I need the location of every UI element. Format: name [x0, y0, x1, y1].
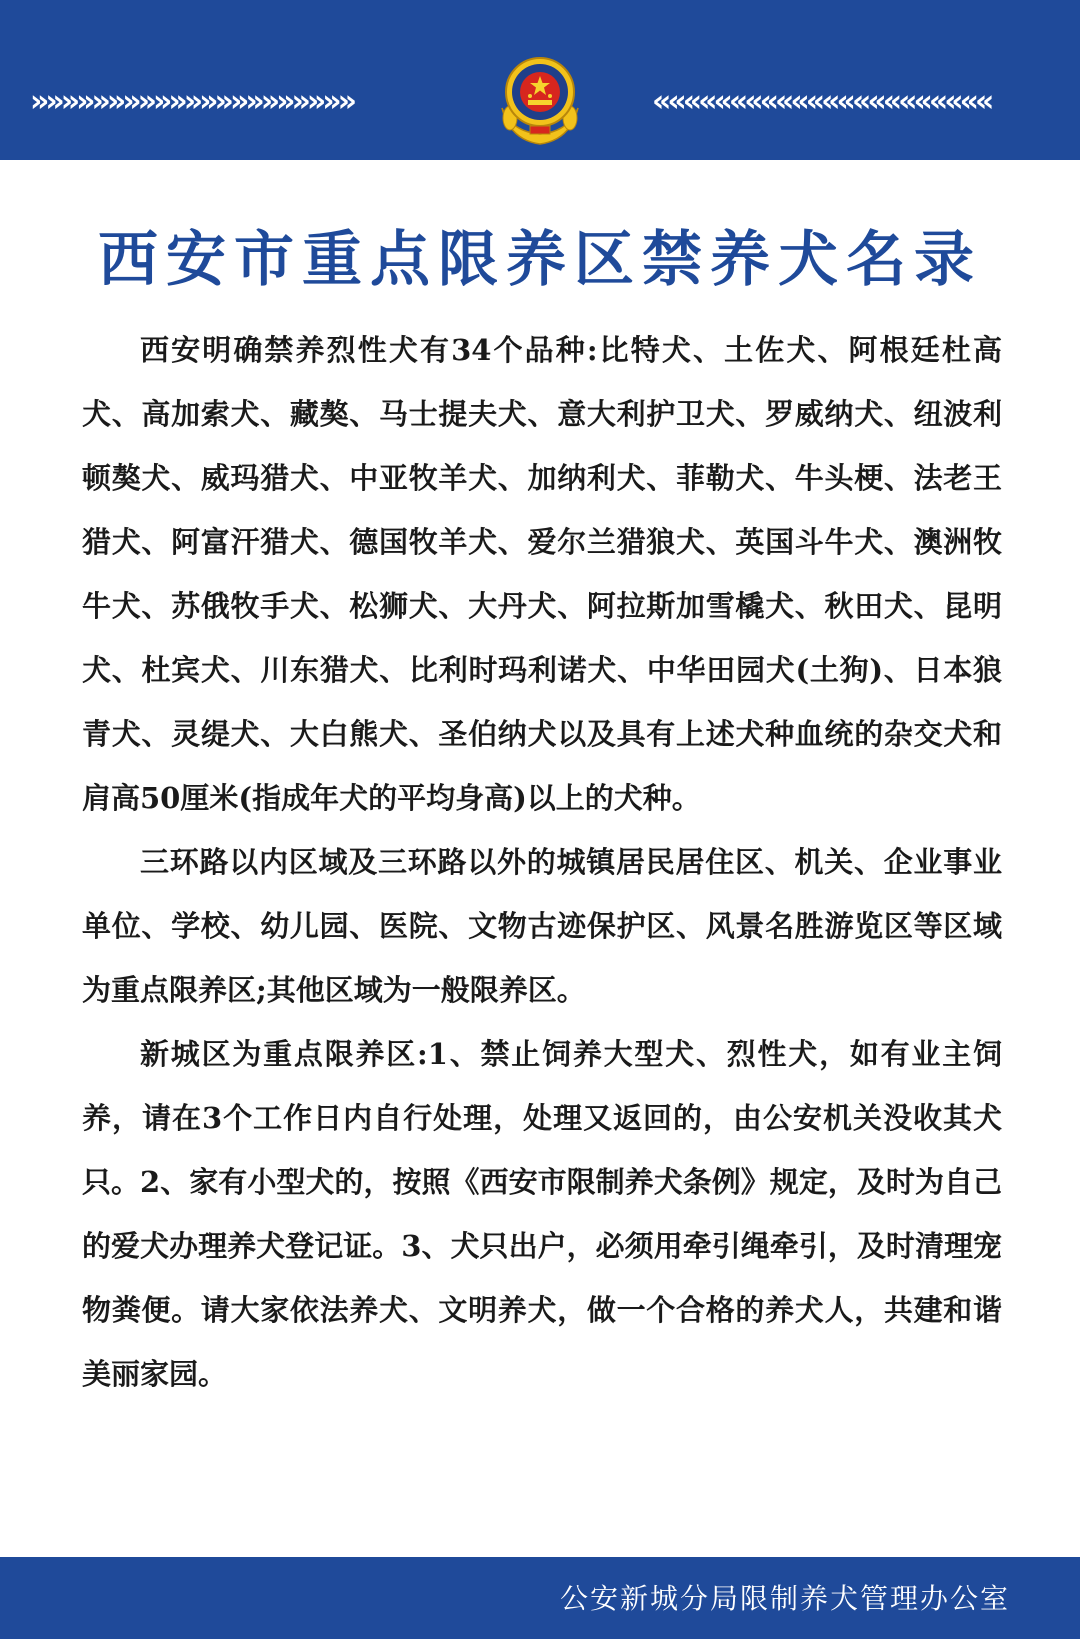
police-emblem-icon — [490, 48, 590, 148]
header-band — [0, 0, 1080, 160]
paragraph-restricted-zones: 三环路以内区域及三环路以外的城镇居民居住区、机关、企业事业单位、学校、幼儿园、医院、文物古迹保护区、风景名胜游览区等区域为重点限养区;其他区域为一般限养区。 — [82, 845, 1002, 1007]
page-title: 西安市重点限养区禁养犬名录 — [98, 225, 982, 295]
paragraph-xincheng-rules: 新城区为重点限养区:1、禁止饲养大型犬、烈性犬，如有业主饲养，请在3个工作日内自行处理，处理又返回的，由公安机关没收其犬只。2、家有小型犬的，按照《西安市限制养犬条例》规定，及时为自己的爱犬办理养犬登记证。3、犬只出户，必须用牵引绳牵引，及时清理宠物粪便。请大家依法养犬、文明养犬，做一个合格的养犬人，共建和谐美丽家园。 — [82, 1037, 1002, 1391]
notice-body — [82, 318, 1002, 1406]
right-arrows-decoration: «««««««««««««««««««««« — [652, 84, 991, 119]
left-arrows-decoration: »»»»»»»»»»»»»»»»»»»»» — [30, 84, 353, 119]
paragraph-banned-breeds: 西安明确禁养烈性犬有34个品种:比特犬、土佐犬、阿根廷杜高犬、高加索犬、藏獒、马士提夫犬、意大利护卫犬、罗威纳犬、纽波利顿獒犬、威玛猎犬、中亚牧羊犬、加纳利犬、菲勒犬、牛头梗、法老王猎犬、阿富汗猎犬、德国牧羊犬、爱尔兰猎狼犬、英国斗牛犬、澳洲牧牛犬、苏俄牧手犬、松狮犬、大丹犬、阿拉斯加雪橇犬、秋田犬、昆明犬、杜宾犬、川东猎犬、比利时玛利诺犬、中华田园犬(土狗)、日本狼青犬、灵缇犬、大白熊犬、圣伯纳犬以及具有上述犬种血统的杂交犬和肩高50厘米(指成年犬的平均身高)以上的犬种。 — [82, 333, 1002, 815]
issuer-name: 公安新城分局限制养犬管理办公室 — [559, 1582, 1010, 1615]
footer-band — [0, 1557, 1080, 1639]
